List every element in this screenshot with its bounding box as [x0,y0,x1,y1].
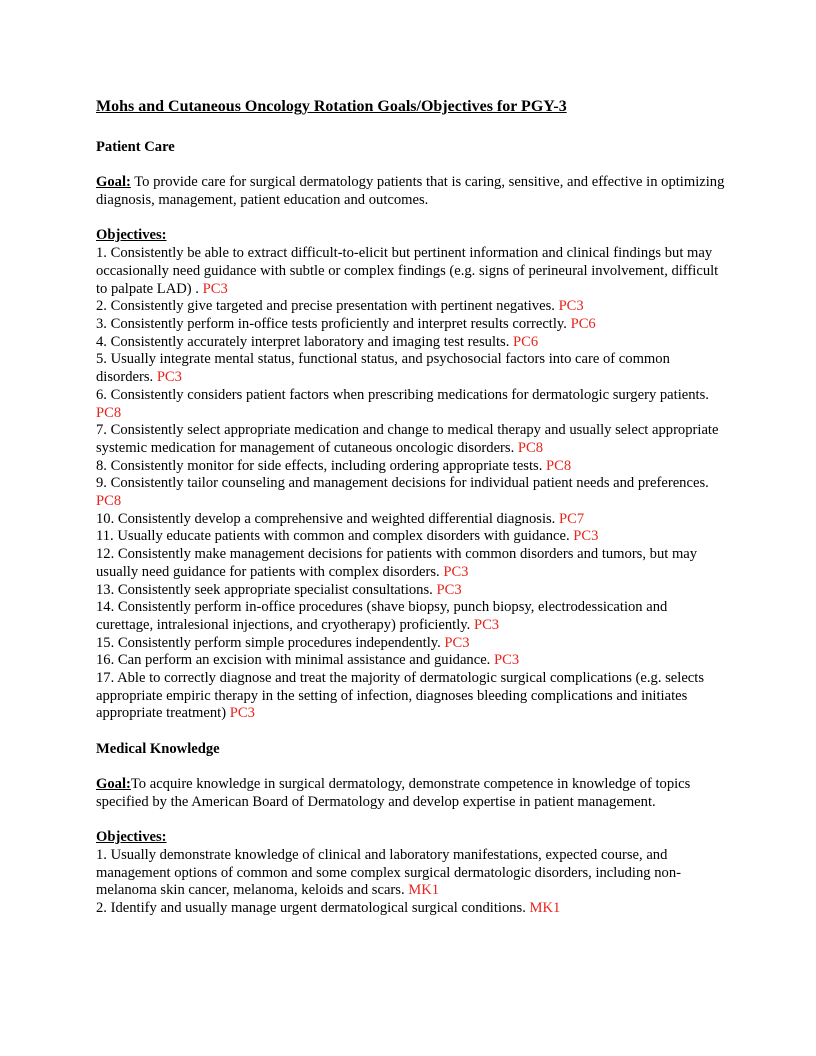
objective-item [96,458,726,476]
objective-text: 10. Consistently develop a comprehensive and weighted differential diagnosis. [96,510,559,527]
goal-label: Goal: [96,174,131,191]
competency-code: MK1 [408,882,440,899]
competency-code: PC6 [570,316,596,332]
objective-text: 6. Consistently considers patient factors when prescribing medications for dermatologic surgery patients. [96,386,709,403]
objective-item [96,422,726,457]
objective-item [96,847,726,900]
competency-code: PC7 [558,510,585,527]
objective-item [96,298,726,316]
objectives-label: Objectives: [96,829,167,846]
objective-text: 7. Consistently select appropriate medication and change to medical therapy and usually select appropriate systemic medication for management of cutaneous oncologic disorders. [96,422,719,456]
objective-text: 17. Able to correctly diagnose and treat the majority of dermatologic surgical complications (e.g. selects appropriate empiric therapy in the setting of infection, diagnoses bleeding complications and initiates appropriate treatment) [96,670,705,722]
objective-item [96,351,726,386]
objective-item [96,635,726,653]
objective-text: 3. Consistently perform in-office tests proficiently and interpret results correctly. [96,316,571,332]
competency-code: PC8 [96,493,122,510]
competency-code: MK1 [529,900,561,917]
competency-code: PC3 [473,616,500,633]
objective-text: 12. Consistently make management decisions for patients with common disorders and tumors, but may usually need guidance for patients with complex disorders. [96,546,698,580]
competency-code: PC6 [513,333,539,350]
objective-text: 4. Consistently accurately interpret laboratory and imaging test results. [96,333,514,350]
competency-code: PC3 [156,369,182,386]
objective-item [96,511,726,529]
objective-text: 14. Consistently perform in-office procedures (shave biopsy, punch biopsy, electrodessication and curettage, intralesional injections, and cryotherapy) proficiently. [96,599,668,633]
goal-text: To provide care for surgical dermatology patients that is caring, sensitive, and effective in optimizing diagnosis, management, patient education and outcomes. [96,174,725,209]
objectives-label: Objectives: [96,227,167,244]
objective-item [96,652,726,670]
competency-code: PC3 [202,280,228,297]
patient-care-goal [96,174,726,209]
goal-text: To acquire knowledge in surgical dermatology, demonstrate competence in knowledge of topics specified by the American Board of Dermatology and develop expertise in patient management. [96,776,691,810]
document-title: Mohs and Cutaneous Oncology Rotation Goals/Objectives for PGY-3 [96,98,567,115]
section-heading-medical-knowledge: Medical Knowledge [96,740,220,757]
objective-item [96,316,726,334]
objective-text: 16. Can perform an excision with minimal assistance and guidance. [96,652,494,669]
objective-item [96,546,726,581]
objective-text: 13. Consistently seek appropriate specialist consultations. [96,581,437,598]
objective-item [96,670,726,723]
objective-item [96,900,726,918]
objective-text: 8. Consistently monitor for side effects, including ordering appropriate tests. [96,457,547,474]
objective-text: 11. Usually educate patients with common and complex disorders with guidance. [96,528,574,545]
competency-code: PC3 [443,563,469,580]
competency-code: PC3 [444,634,470,651]
competency-code: PC8 [546,457,572,474]
objective-item [96,582,726,600]
objective-text: 15. Consistently perform simple procedures independently. [96,634,445,651]
section-heading-patient-care: Patient Care [96,139,175,155]
competency-code: PC3 [558,298,584,315]
competency-code: PC3 [229,705,255,722]
medical-knowledge-objectives-list [96,847,726,918]
competency-code: PC8 [96,404,122,421]
competency-code: PC3 [436,581,462,598]
objective-item [96,245,726,298]
objective-text: 2. Consistently give targeted and precise presentation with pertinent negatives. [96,298,559,315]
objective-text: 9. Consistently tailor counseling and management decisions for individual patient needs and preferences. [96,475,709,492]
goal-label: Goal: [96,776,131,793]
competency-code: PC8 [517,439,544,456]
objective-text: 1. Usually demonstrate knowledge of clinical and laboratory manifestations, expected course, and management options of common and some complex surgical dermatologic disorders, including non-melanoma skin cancer, melanoma, keloids and scars. [96,847,681,899]
objective-item [96,334,726,352]
patient-care-objectives-list [96,245,726,723]
competency-code: PC3 [493,652,520,669]
objective-text: 2. Identify and usually manage urgent dermatological surgical conditions. [96,900,530,917]
objective-item [96,475,726,510]
document-page [96,97,726,918]
objective-text: 5. Usually integrate mental status, functional status, and psychosocial factors into care of common disorders. [96,351,670,386]
objective-item [96,528,726,546]
objective-item [96,599,726,634]
objective-text: 1. Consistently be able to extract difficult-to-elicit but pertinent information and clinical findings but may occasionally need guidance with subtle or complex findings (e.g. signs of perineural involvement, difficult to palpate LAD) . [96,245,719,297]
competency-code: PC3 [573,528,599,545]
objective-item [96,387,726,422]
medical-knowledge-goal [96,776,726,811]
